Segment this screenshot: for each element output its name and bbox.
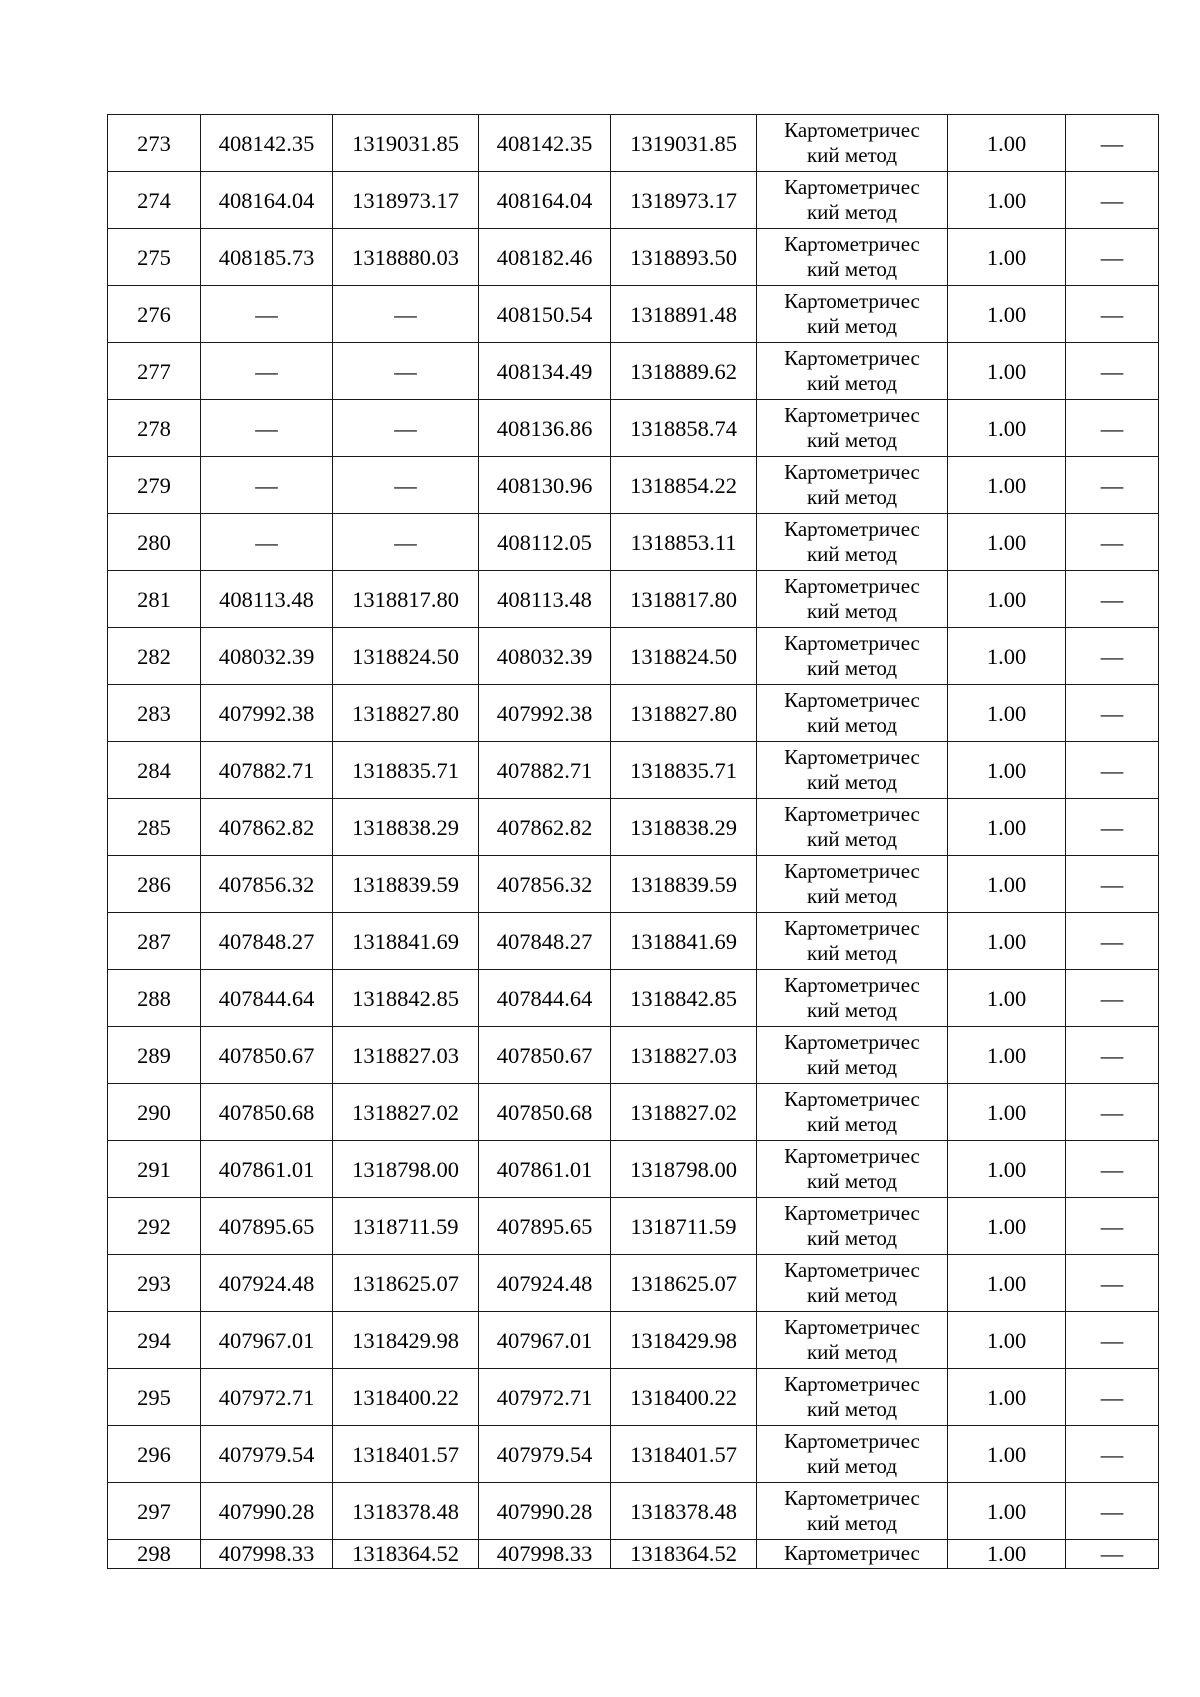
point-number-cell: 288 bbox=[108, 970, 201, 1027]
existing-x-cell: 407856.32 bbox=[201, 856, 333, 913]
method-cell bbox=[757, 1426, 948, 1483]
refined-y-cell: 1318827.80 bbox=[611, 685, 757, 742]
method-cell bbox=[757, 799, 948, 856]
method-line: кий метод bbox=[806, 143, 898, 167]
table-row bbox=[108, 571, 1159, 628]
method-line: кий метод bbox=[806, 884, 898, 908]
table-row bbox=[108, 229, 1159, 286]
refined-x-cell: 408032.39 bbox=[479, 628, 611, 685]
method-cell bbox=[757, 514, 948, 571]
existing-y-cell: — bbox=[333, 400, 479, 457]
method-line: кий метод bbox=[806, 713, 898, 737]
refined-x-cell: 408130.96 bbox=[479, 457, 611, 514]
method-line: Картометричес bbox=[784, 973, 920, 997]
method-line: Картометричес bbox=[784, 175, 920, 199]
description-cell: — bbox=[1066, 1369, 1159, 1426]
method-line: Картометричес bbox=[784, 1372, 920, 1396]
method-line: кий метод bbox=[806, 827, 898, 851]
existing-y-cell: 1318880.03 bbox=[333, 229, 479, 286]
point-number-cell: 287 bbox=[108, 913, 201, 970]
method-cell bbox=[757, 913, 948, 970]
coordinates-table bbox=[107, 114, 1159, 1569]
existing-x-cell: 407998.33 bbox=[201, 1540, 333, 1569]
method-cell bbox=[757, 1084, 948, 1141]
method-cell bbox=[757, 970, 948, 1027]
accuracy-cell: 1.00 bbox=[948, 286, 1066, 343]
accuracy-cell: 1.00 bbox=[948, 628, 1066, 685]
description-cell: — bbox=[1066, 1084, 1159, 1141]
method-cell bbox=[757, 172, 948, 229]
description-cell: — bbox=[1066, 742, 1159, 799]
method-line: Картометричес bbox=[784, 460, 920, 484]
refined-x-cell: 408112.05 bbox=[479, 514, 611, 571]
point-number-cell: 285 bbox=[108, 799, 201, 856]
method-line: Картометричес bbox=[784, 232, 920, 256]
accuracy-cell: 1.00 bbox=[948, 457, 1066, 514]
existing-y-cell: 1318835.71 bbox=[333, 742, 479, 799]
refined-x-cell: 407979.54 bbox=[479, 1426, 611, 1483]
description-cell: — bbox=[1066, 1312, 1159, 1369]
existing-y-cell: — bbox=[333, 457, 479, 514]
description-cell: — bbox=[1066, 1426, 1159, 1483]
existing-x-cell: — bbox=[201, 343, 333, 400]
table-row bbox=[108, 115, 1159, 172]
existing-x-cell: — bbox=[201, 400, 333, 457]
table-row bbox=[108, 1255, 1159, 1312]
refined-x-cell: 407972.71 bbox=[479, 1369, 611, 1426]
method-line: кий метод bbox=[806, 1454, 898, 1478]
point-number-cell: 295 bbox=[108, 1369, 201, 1426]
method-line: Картометричес bbox=[784, 118, 920, 142]
table-row bbox=[108, 1312, 1159, 1369]
existing-x-cell: 407990.28 bbox=[201, 1483, 333, 1540]
method-line: кий метод bbox=[806, 1112, 898, 1136]
existing-x-cell: — bbox=[201, 457, 333, 514]
description-cell: — bbox=[1066, 799, 1159, 856]
refined-x-cell: 408150.54 bbox=[479, 286, 611, 343]
existing-y-cell: 1318827.80 bbox=[333, 685, 479, 742]
existing-y-cell: 1318827.03 bbox=[333, 1027, 479, 1084]
refined-y-cell: 1318841.69 bbox=[611, 913, 757, 970]
method-cell bbox=[757, 343, 948, 400]
table-row bbox=[108, 1084, 1159, 1141]
method-line: Картометричес bbox=[784, 688, 920, 712]
accuracy-cell: 1.00 bbox=[948, 1141, 1066, 1198]
method-line: Картометричес bbox=[784, 1315, 920, 1339]
description-cell: — bbox=[1066, 1255, 1159, 1312]
refined-y-cell: 1318400.22 bbox=[611, 1369, 757, 1426]
method-cell bbox=[757, 1141, 948, 1198]
refined-x-cell: 407848.27 bbox=[479, 913, 611, 970]
accuracy-cell: 1.00 bbox=[948, 1198, 1066, 1255]
description-cell: — bbox=[1066, 970, 1159, 1027]
point-number-cell: 298 bbox=[108, 1540, 201, 1569]
accuracy-cell: 1.00 bbox=[948, 970, 1066, 1027]
method-line: Картометричес bbox=[784, 1258, 920, 1282]
point-number-cell: 280 bbox=[108, 514, 201, 571]
existing-x-cell: 408032.39 bbox=[201, 628, 333, 685]
method-line: кий метод bbox=[806, 371, 898, 395]
existing-y-cell: 1318824.50 bbox=[333, 628, 479, 685]
existing-y-cell: 1318827.02 bbox=[333, 1084, 479, 1141]
method-line: Картометричес bbox=[784, 1541, 920, 1565]
table-row bbox=[108, 970, 1159, 1027]
method-line: кий метод bbox=[806, 1055, 898, 1079]
existing-y-cell: 1318841.69 bbox=[333, 913, 479, 970]
refined-y-cell: 1318853.11 bbox=[611, 514, 757, 571]
method-line: Картометричес bbox=[784, 346, 920, 370]
accuracy-cell: 1.00 bbox=[948, 1255, 1066, 1312]
accuracy-cell: 1.00 bbox=[948, 1483, 1066, 1540]
table-row bbox=[108, 742, 1159, 799]
method-line: кий метод bbox=[806, 1169, 898, 1193]
table-row bbox=[108, 1483, 1159, 1540]
description-cell: — bbox=[1066, 172, 1159, 229]
table-row bbox=[108, 343, 1159, 400]
accuracy-cell: 1.00 bbox=[948, 799, 1066, 856]
refined-y-cell: 1318711.59 bbox=[611, 1198, 757, 1255]
description-cell: — bbox=[1066, 571, 1159, 628]
method-line: Картометричес bbox=[784, 1486, 920, 1510]
existing-y-cell: 1318625.07 bbox=[333, 1255, 479, 1312]
description-cell: — bbox=[1066, 286, 1159, 343]
description-cell: — bbox=[1066, 856, 1159, 913]
point-number-cell: 283 bbox=[108, 685, 201, 742]
accuracy-cell: 1.00 bbox=[948, 1084, 1066, 1141]
refined-x-cell: 407998.33 bbox=[479, 1540, 611, 1569]
refined-y-cell: 1318854.22 bbox=[611, 457, 757, 514]
method-cell bbox=[757, 1369, 948, 1426]
refined-y-cell: 1319031.85 bbox=[611, 115, 757, 172]
method-cell bbox=[757, 1198, 948, 1255]
accuracy-cell: 1.00 bbox=[948, 685, 1066, 742]
method-line: кий метод bbox=[806, 314, 898, 338]
accuracy-cell: 1.00 bbox=[948, 1027, 1066, 1084]
table-row bbox=[108, 1027, 1159, 1084]
accuracy-cell: 1.00 bbox=[948, 1369, 1066, 1426]
method-line: кий метод bbox=[806, 941, 898, 965]
point-number-cell: 279 bbox=[108, 457, 201, 514]
refined-x-cell: 407967.01 bbox=[479, 1312, 611, 1369]
existing-y-cell: 1318711.59 bbox=[333, 1198, 479, 1255]
point-number-cell: 274 bbox=[108, 172, 201, 229]
refined-y-cell: 1318891.48 bbox=[611, 286, 757, 343]
point-number-cell: 296 bbox=[108, 1426, 201, 1483]
existing-x-cell: 408113.48 bbox=[201, 571, 333, 628]
accuracy-cell: 1.00 bbox=[948, 343, 1066, 400]
description-cell: — bbox=[1066, 514, 1159, 571]
method-line: кий метод bbox=[806, 656, 898, 680]
point-number-cell: 292 bbox=[108, 1198, 201, 1255]
description-cell: — bbox=[1066, 913, 1159, 970]
accuracy-cell: 1.00 bbox=[948, 913, 1066, 970]
method-cell bbox=[757, 1027, 948, 1084]
accuracy-cell: 1.00 bbox=[948, 514, 1066, 571]
method-cell bbox=[757, 457, 948, 514]
method-line: Картометричес bbox=[784, 745, 920, 769]
refined-y-cell: 1318827.02 bbox=[611, 1084, 757, 1141]
method-line: кий метод bbox=[806, 998, 898, 1022]
refined-x-cell: 407844.64 bbox=[479, 970, 611, 1027]
description-cell: — bbox=[1066, 685, 1159, 742]
accuracy-cell: 1.00 bbox=[948, 1540, 1066, 1569]
method-cell bbox=[757, 286, 948, 343]
table-row bbox=[108, 628, 1159, 685]
accuracy-cell: 1.00 bbox=[948, 1426, 1066, 1483]
refined-y-cell: 1318401.57 bbox=[611, 1426, 757, 1483]
point-number-cell: 276 bbox=[108, 286, 201, 343]
method-cell bbox=[757, 1540, 948, 1569]
table-row bbox=[108, 1198, 1159, 1255]
existing-y-cell: 1318973.17 bbox=[333, 172, 479, 229]
refined-y-cell: 1318429.98 bbox=[611, 1312, 757, 1369]
description-cell: — bbox=[1066, 229, 1159, 286]
accuracy-cell: 1.00 bbox=[948, 742, 1066, 799]
existing-x-cell: 407967.01 bbox=[201, 1312, 333, 1369]
method-line: кий метод bbox=[806, 599, 898, 623]
point-number-cell: 282 bbox=[108, 628, 201, 685]
method-cell bbox=[757, 571, 948, 628]
method-line: кий метод bbox=[806, 1226, 898, 1250]
refined-y-cell: 1318798.00 bbox=[611, 1141, 757, 1198]
refined-x-cell: 407861.01 bbox=[479, 1141, 611, 1198]
existing-x-cell: 407979.54 bbox=[201, 1426, 333, 1483]
method-line: кий метод bbox=[806, 1397, 898, 1421]
refined-y-cell: 1318625.07 bbox=[611, 1255, 757, 1312]
existing-y-cell: 1318429.98 bbox=[333, 1312, 479, 1369]
refined-x-cell: 407856.32 bbox=[479, 856, 611, 913]
method-line: кий метод bbox=[806, 200, 898, 224]
existing-x-cell: 407844.64 bbox=[201, 970, 333, 1027]
description-cell: — bbox=[1066, 1540, 1159, 1569]
refined-y-cell: 1318858.74 bbox=[611, 400, 757, 457]
refined-y-cell: 1318839.59 bbox=[611, 856, 757, 913]
existing-x-cell: 407972.71 bbox=[201, 1369, 333, 1426]
refined-x-cell: 408134.49 bbox=[479, 343, 611, 400]
existing-x-cell: 407895.65 bbox=[201, 1198, 333, 1255]
accuracy-cell: 1.00 bbox=[948, 400, 1066, 457]
existing-y-cell: 1318364.52 bbox=[333, 1540, 479, 1569]
existing-y-cell: — bbox=[333, 343, 479, 400]
point-number-cell: 293 bbox=[108, 1255, 201, 1312]
table-row bbox=[108, 685, 1159, 742]
point-number-cell: 278 bbox=[108, 400, 201, 457]
refined-x-cell: 407924.48 bbox=[479, 1255, 611, 1312]
method-cell bbox=[757, 856, 948, 913]
point-number-cell: 284 bbox=[108, 742, 201, 799]
refined-y-cell: 1318973.17 bbox=[611, 172, 757, 229]
refined-y-cell: 1318378.48 bbox=[611, 1483, 757, 1540]
method-line: кий метод bbox=[806, 257, 898, 281]
existing-x-cell: 407882.71 bbox=[201, 742, 333, 799]
existing-x-cell: 408164.04 bbox=[201, 172, 333, 229]
refined-x-cell: 408136.86 bbox=[479, 400, 611, 457]
table-row bbox=[108, 1540, 1159, 1569]
table-row bbox=[108, 913, 1159, 970]
method-line: Картометричес bbox=[784, 1030, 920, 1054]
method-line: кий метод bbox=[806, 485, 898, 509]
refined-y-cell: 1318835.71 bbox=[611, 742, 757, 799]
description-cell: — bbox=[1066, 457, 1159, 514]
method-line: Картометричес bbox=[784, 1429, 920, 1453]
method-line: Картометричес bbox=[784, 631, 920, 655]
refined-x-cell: 408142.35 bbox=[479, 115, 611, 172]
method-line: Картометричес bbox=[784, 802, 920, 826]
existing-y-cell: 1318839.59 bbox=[333, 856, 479, 913]
method-line: Картометричес bbox=[784, 403, 920, 427]
method-line: Картометричес bbox=[784, 289, 920, 313]
method-line: кий метод bbox=[806, 542, 898, 566]
table-row bbox=[108, 1426, 1159, 1483]
existing-y-cell: 1318798.00 bbox=[333, 1141, 479, 1198]
method-line: Картометричес bbox=[784, 859, 920, 883]
point-number-cell: 294 bbox=[108, 1312, 201, 1369]
point-number-cell: 286 bbox=[108, 856, 201, 913]
description-cell: — bbox=[1066, 1198, 1159, 1255]
accuracy-cell: 1.00 bbox=[948, 115, 1066, 172]
method-line: кий метод bbox=[806, 1340, 898, 1364]
refined-x-cell: 408182.46 bbox=[479, 229, 611, 286]
table-row bbox=[108, 172, 1159, 229]
refined-x-cell: 407990.28 bbox=[479, 1483, 611, 1540]
existing-y-cell: 1318817.80 bbox=[333, 571, 479, 628]
method-line: кий метод bbox=[806, 770, 898, 794]
method-line: Картометричес bbox=[784, 1201, 920, 1225]
existing-x-cell: 407850.67 bbox=[201, 1027, 333, 1084]
existing-x-cell: 407924.48 bbox=[201, 1255, 333, 1312]
description-cell: — bbox=[1066, 628, 1159, 685]
existing-y-cell: — bbox=[333, 286, 479, 343]
table-row bbox=[108, 1369, 1159, 1426]
method-line: Картометричес bbox=[784, 1144, 920, 1168]
method-line: кий метод bbox=[806, 1511, 898, 1535]
refined-y-cell: 1318827.03 bbox=[611, 1027, 757, 1084]
description-cell: — bbox=[1066, 343, 1159, 400]
accuracy-cell: 1.00 bbox=[948, 571, 1066, 628]
point-number-cell: 297 bbox=[108, 1483, 201, 1540]
existing-x-cell: 407862.82 bbox=[201, 799, 333, 856]
method-line: кий метод bbox=[806, 1283, 898, 1307]
point-number-cell: 273 bbox=[108, 115, 201, 172]
existing-x-cell: — bbox=[201, 286, 333, 343]
refined-y-cell: 1318889.62 bbox=[611, 343, 757, 400]
refined-x-cell: 407850.68 bbox=[479, 1084, 611, 1141]
accuracy-cell: 1.00 bbox=[948, 172, 1066, 229]
existing-x-cell: 407992.38 bbox=[201, 685, 333, 742]
existing-y-cell: 1318842.85 bbox=[333, 970, 479, 1027]
existing-x-cell: 407848.27 bbox=[201, 913, 333, 970]
description-cell: — bbox=[1066, 1141, 1159, 1198]
accuracy-cell: 1.00 bbox=[948, 1312, 1066, 1369]
point-number-cell: 291 bbox=[108, 1141, 201, 1198]
method-cell bbox=[757, 115, 948, 172]
existing-y-cell: 1318401.57 bbox=[333, 1426, 479, 1483]
point-number-cell: 290 bbox=[108, 1084, 201, 1141]
existing-y-cell: 1318838.29 bbox=[333, 799, 479, 856]
description-cell: — bbox=[1066, 115, 1159, 172]
method-cell bbox=[757, 1312, 948, 1369]
refined-x-cell: 407992.38 bbox=[479, 685, 611, 742]
description-cell: — bbox=[1066, 1027, 1159, 1084]
table-row bbox=[108, 856, 1159, 913]
refined-y-cell: 1318824.50 bbox=[611, 628, 757, 685]
method-line: Картометричес bbox=[784, 1087, 920, 1111]
existing-y-cell: 1318378.48 bbox=[333, 1483, 479, 1540]
table-row bbox=[108, 286, 1159, 343]
table-row bbox=[108, 1141, 1159, 1198]
existing-y-cell: — bbox=[333, 514, 479, 571]
method-line: Картометричес bbox=[784, 916, 920, 940]
refined-y-cell: 1318842.85 bbox=[611, 970, 757, 1027]
refined-y-cell: 1318893.50 bbox=[611, 229, 757, 286]
refined-y-cell: 1318817.80 bbox=[611, 571, 757, 628]
refined-x-cell: 407895.65 bbox=[479, 1198, 611, 1255]
description-cell: — bbox=[1066, 400, 1159, 457]
existing-x-cell: 408185.73 bbox=[201, 229, 333, 286]
refined-x-cell: 407850.67 bbox=[479, 1027, 611, 1084]
method-cell bbox=[757, 400, 948, 457]
accuracy-cell: 1.00 bbox=[948, 856, 1066, 913]
method-cell bbox=[757, 229, 948, 286]
existing-x-cell: — bbox=[201, 514, 333, 571]
existing-y-cell: 1318400.22 bbox=[333, 1369, 479, 1426]
table-row bbox=[108, 514, 1159, 571]
table-body bbox=[108, 115, 1159, 1569]
refined-x-cell: 408113.48 bbox=[479, 571, 611, 628]
refined-x-cell: 407862.82 bbox=[479, 799, 611, 856]
refined-x-cell: 407882.71 bbox=[479, 742, 611, 799]
table-row bbox=[108, 400, 1159, 457]
table-row bbox=[108, 457, 1159, 514]
existing-x-cell: 407861.01 bbox=[201, 1141, 333, 1198]
point-number-cell: 275 bbox=[108, 229, 201, 286]
existing-y-cell: 1319031.85 bbox=[333, 115, 479, 172]
refined-y-cell: 1318364.52 bbox=[611, 1540, 757, 1569]
method-cell bbox=[757, 628, 948, 685]
existing-x-cell: 408142.35 bbox=[201, 115, 333, 172]
point-number-cell: 277 bbox=[108, 343, 201, 400]
method-line: кий метод bbox=[806, 428, 898, 452]
table-row bbox=[108, 799, 1159, 856]
method-line: Картометричес bbox=[784, 517, 920, 541]
method-cell bbox=[757, 685, 948, 742]
existing-x-cell: 407850.68 bbox=[201, 1084, 333, 1141]
refined-y-cell: 1318838.29 bbox=[611, 799, 757, 856]
point-number-cell: 281 bbox=[108, 571, 201, 628]
method-cell bbox=[757, 1483, 948, 1540]
refined-x-cell: 408164.04 bbox=[479, 172, 611, 229]
description-cell: — bbox=[1066, 1483, 1159, 1540]
method-cell bbox=[757, 742, 948, 799]
accuracy-cell: 1.00 bbox=[948, 229, 1066, 286]
point-number-cell: 289 bbox=[108, 1027, 201, 1084]
method-line: Картометричес bbox=[784, 574, 920, 598]
method-cell bbox=[757, 1255, 948, 1312]
